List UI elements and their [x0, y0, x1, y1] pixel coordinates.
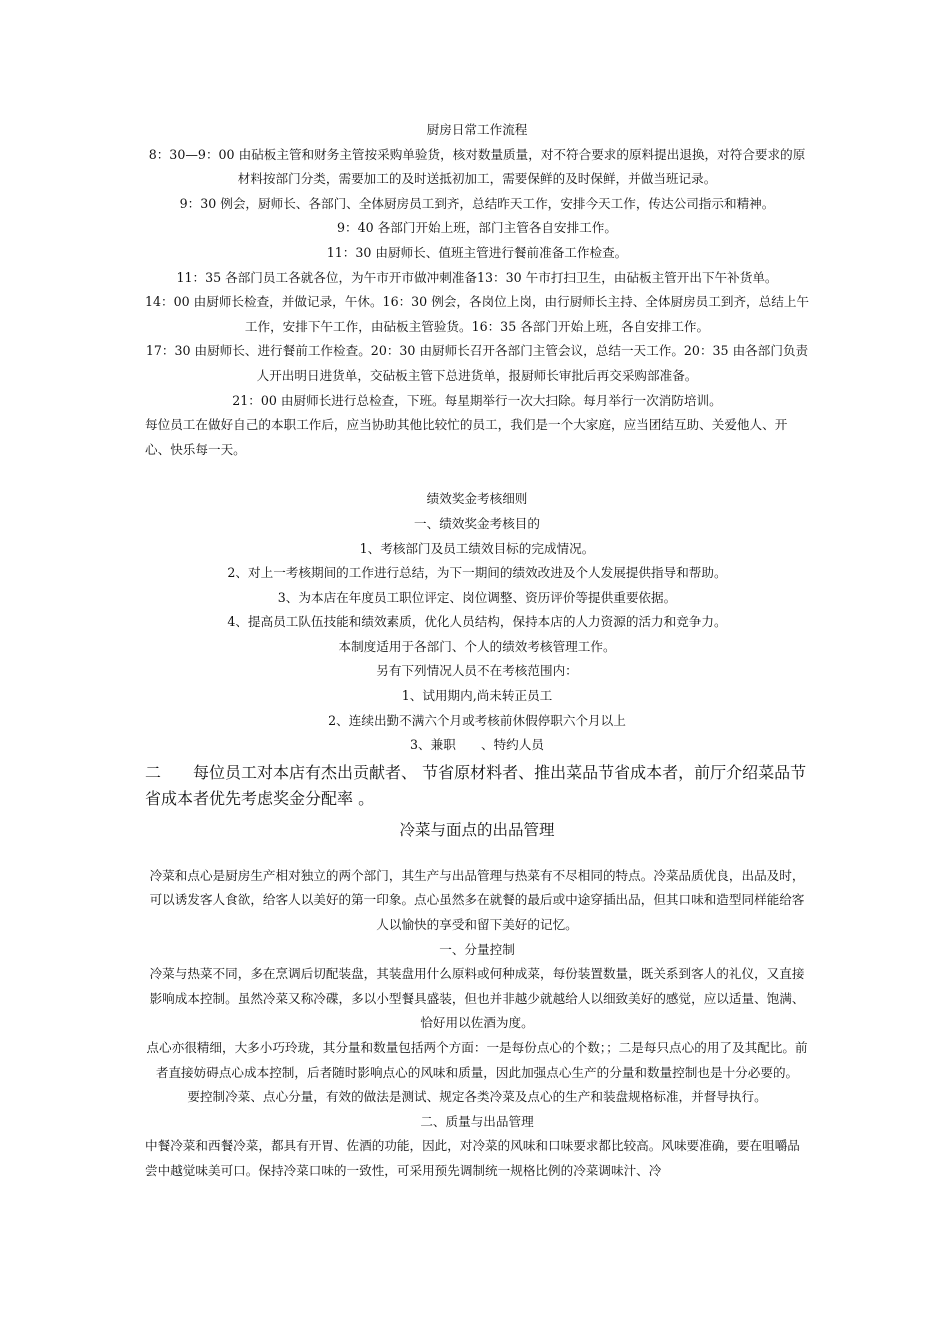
section1-paragraph: 9：30 例会，厨师长、各部门、全体厨房员工到齐，总结昨天工作，安排今天工作，传达公司指示和精神。	[179, 195, 775, 211]
section1-paragraph: 8：30—9：00 由砧板主管和财务主管按采购单验货，核对数量质量，对不符合要求的原料提出退换，对符合要求的原材料按部门分类，需要加工的及时送抵初加工，需要保鲜的及时保鲜，并做当班记录。	[148, 146, 806, 187]
section1-paragraph: 9：40 各部门开始上班，部门主管各自安排工作。	[337, 220, 617, 236]
section2-paragraph: 另有下列情况人员不在考核范围内：	[376, 663, 578, 679]
section3-paragraph: 中餐冷菜和西餐冷菜，都具有开胃、佐酒的功能，因此，对冷菜的风味和口味要求都比较高。风味要准确，要在咀嚼品尝中越觉味美可口。保持冷菜口味的一致性，可采用预先调制统一规格比例的冷菜调味汁、冷	[145, 1138, 800, 1178]
section2-paragraph: 1、试用期内,尚未转正员工	[401, 688, 553, 704]
section1-title: 厨房日常工作流程	[426, 122, 528, 137]
section3-paragraph: 点心亦很精细，大多小巧玲珑，其分量和数量包括两个方面：一是每份点心的个数；；二是每只点心的用了及其配比。前者直接妨碍点心成本控制，后者随时影响点心的风味和质量，因此加强点心生产的分量和数量控制也是十分必要的。	[146, 1040, 808, 1080]
section2-paragraph: 1、考核部门及员工绩效目标的完成情况。	[359, 540, 595, 556]
section2-paragraph: 2、对上一考核期间的工作进行总结，为下一期间的绩效改进及个人发展提供指导和帮助。	[227, 565, 727, 581]
section3-intro: 冷菜和点心是厨房生产相对独立的两个部门，其生产与出品管理与热菜有不尽相同的特点。冷菜品质优良，出品及时，可以诱发客人食欲，给客人以美好的第一印象。点心虽然多在就餐的最后或中途穿插出品，但其口味和造型同样能给客人以愉快的享受和留下美好的记忆。	[149, 867, 805, 933]
section2-paragraph: 3、兼职 、特约人员	[410, 737, 544, 753]
section2-paragraph: 2、连续出勤不满六个月或考核前休假停职六个月以上	[328, 712, 626, 728]
section2-paragraph: 3、为本店在年度员工职位评定、岗位调整、资历评价等提供重要依据。	[277, 589, 677, 605]
section1-paragraph: 11：30 由厨师长、值班主管进行餐前准备工作检查。	[326, 244, 628, 260]
section1-paragraph: 每位员工在做好自己的本职工作后，应当协助其他比较忙的员工，我们是一个大家庭，应当团结互助、关爱他人、开心、快乐每一天。	[145, 417, 788, 457]
section3-paragraph: 冷菜与热菜不同，多在烹调后切配装盘，其装盘用什么原料或何种成菜，每份装置数量，既关系到客人的礼仪，又直接影响成本控制。虽然冷菜又称冷碟，多以小型餐具盛装，但也并非越少就越给人以细致美好的感觉，应以适量、饱满、恰好用以佐酒为度。	[149, 966, 805, 1031]
section-spacer	[145, 844, 809, 864]
section-spacer	[145, 462, 809, 487]
section3-title: 冷菜与面点的出品管理	[399, 820, 555, 839]
section2-bonus-paragraph: 二 每位员工对本店有杰出贡献者、 节省原材料者、推出菜品节省成本者，前厅介绍菜品节省成本者优先考虑奖金分配率 。	[145, 762, 807, 808]
section3-paragraph: 二、质量与出品管理	[420, 1113, 534, 1129]
section2-paragraph: 一、绩效奖金考核目的	[414, 515, 540, 531]
section2-paragraph: 本制度适用于各部门、个人的绩效考核管理工作。	[338, 638, 616, 654]
section1-paragraph: 21：00 由厨师长进行总检查，下班。每星期举行一次大扫除。每月举行一次消防培训。	[232, 392, 722, 408]
section1-paragraph: 14：00 由厨师长检查，并做记录，午休。16：30 例会，各岗位上岗，由行厨师长主持、全体厨房员工到齐，总结上午工作，安排下午工作，由砧板主管验货。16：35 各部门开始上班，各自安排工作。	[145, 294, 810, 334]
section2-title: 绩效奖金考核细则	[426, 491, 528, 507]
document-page	[145, 118, 809, 1184]
section1-paragraph: 17：30 由厨师长、进行餐前工作检查。20：30 由厨师长召开各部门主管会议，总结一天工作。20：35 由各部门负责人开出明日进货单，交砧板主管下总进货单，报厨师长审批后再交采购部准备。	[145, 343, 809, 383]
section1-paragraph: 11：35 各部门员工各就各位，为午市开市做冲刺准备13：30 午市打扫卫生，由砧板主管开出下午补货单。	[176, 269, 778, 285]
section3-paragraph: 一、分量控制	[439, 941, 515, 957]
section2-paragraph: 4、提高员工队伍技能和绩效素质，优化人员结构，保持本店的人力资源的活力和竞争力。	[227, 614, 727, 630]
section3-paragraph: 要控制冷菜、点心分量，有效的做法是测试、规定各类冷菜及点心的生产和装盘规格标准，并督导执行。	[187, 1089, 767, 1105]
